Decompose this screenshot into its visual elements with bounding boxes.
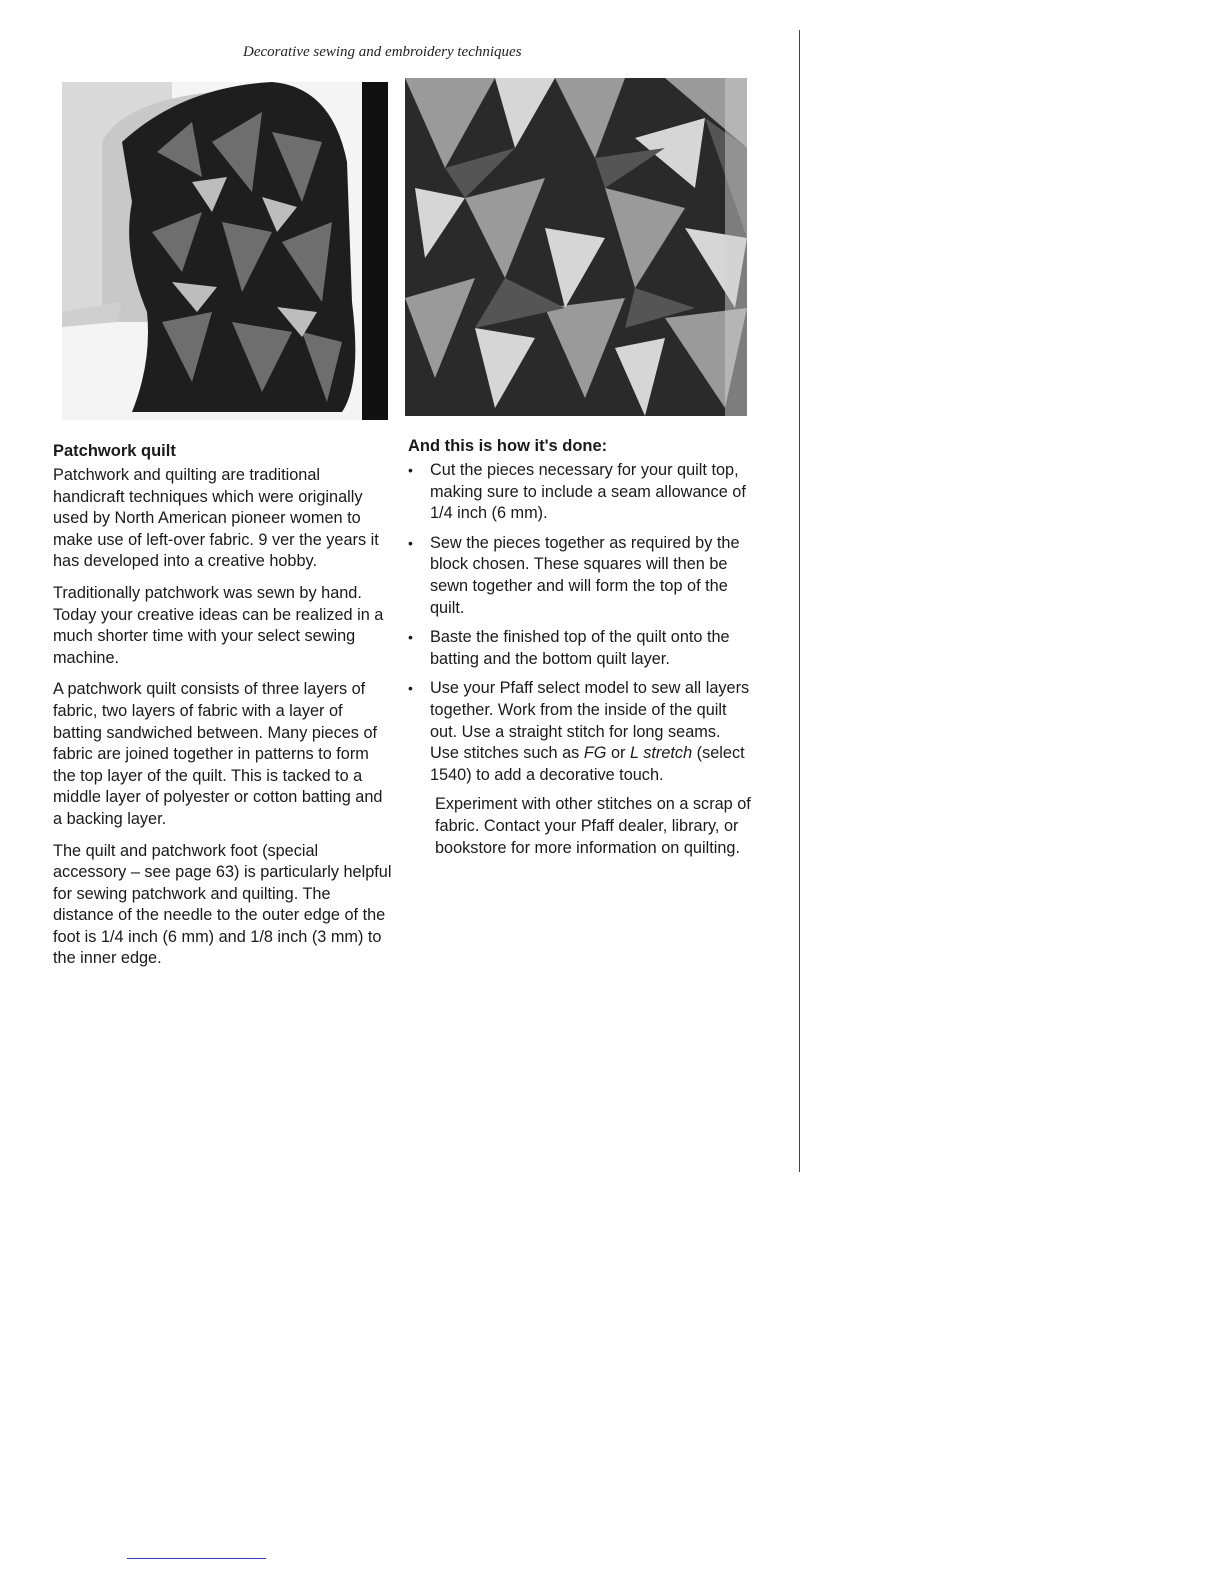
section-heading-patchwork: Patchwork quilt <box>53 442 176 460</box>
left-column <box>53 441 393 980</box>
instruction-list <box>408 460 753 786</box>
list-item: • Sew the pieces together as required by the block chosen. These squares will then be sewn together and will form the top of the quilt. <box>408 533 753 619</box>
list-item: • Cut the pieces necessary for your quilt top, making sure to include a seam allowance of 1/4 inch (6 mm). <box>408 460 753 525</box>
list-item-text: Use your Pfaff select model to sew all layers together. Work from the inside of the quilt out. Use a straight stitch for long seams. Use stitches such as <box>430 679 750 763</box>
paragraph: The quilt and patchwork foot (special accessory – see page 63) is particularly helpful for sewing patchwork and quilting. The distance of the needle to the outer edge of the foot is 1/4 inch (6 mm) and 1/8 inch (3 mm) to the inner edge. <box>53 841 392 968</box>
list-item-text: or <box>606 744 630 763</box>
footnote-line <box>127 1558 266 1559</box>
list-item <box>408 678 753 786</box>
list-item: • Baste the finished top of the quilt onto the batting and the bottom quilt layer. <box>408 627 753 670</box>
page-edge-rule <box>799 30 800 1172</box>
section-heading-how-to: And this is how it's done: <box>408 437 608 455</box>
right-column <box>408 436 753 869</box>
patchwork-closeup-photo <box>405 78 747 416</box>
list-item-text: (select 1540) to add a decorative touch. <box>430 744 745 784</box>
paragraph: Traditionally patchwork was sewn by hand. Today your creative ideas can be realized in a much shorter time with your select sewing machine. <box>53 583 384 667</box>
closing-paragraph: Experiment with other stitches on a scrap of fabric. Contact your Pfaff dealer, library, or bookstore for more information on quilting. <box>435 795 751 857</box>
running-header: Decorative sewing and embroidery techniques <box>243 44 522 60</box>
stitch-name: L stretch <box>629 744 693 763</box>
paragraph: Patchwork and quilting are traditional handicraft techniques which were originally used by North American pioneer women to make use of left-over fabric. 9 ver the years it has developed into a creative hobby. <box>53 466 379 571</box>
stitch-name: FG <box>583 744 607 763</box>
paragraph: A patchwork quilt consists of three layers of fabric, two layers of fabric with a layer of batting sandwiched between. Many pieces of fabric are joined together in patterns to form the top layer of the quilt. This is tacked to a middle layer of polyester or cotton batting and a backing layer. <box>53 680 383 828</box>
draped-quilt-photo <box>62 82 388 420</box>
